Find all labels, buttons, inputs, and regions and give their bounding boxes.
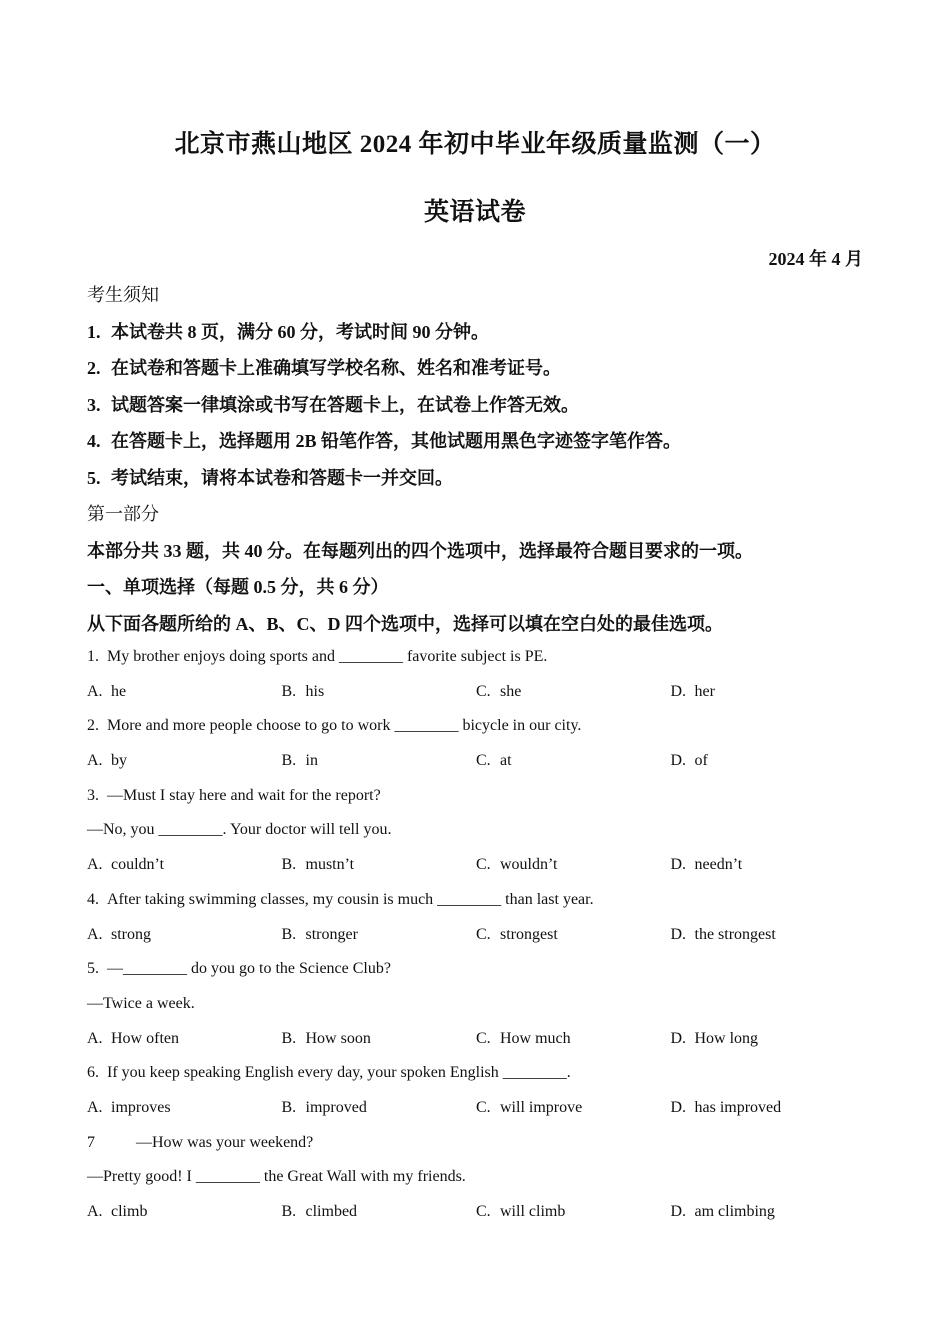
notice-item-number: 1.: [87, 321, 101, 342]
question-stem: [87, 889, 867, 924]
question-stem: [87, 958, 867, 993]
question-number: 7: [87, 1133, 95, 1151]
option-d: D. How long: [670, 1029, 759, 1047]
option-c: C. will improve: [476, 1098, 583, 1116]
options-row: [87, 681, 867, 716]
question-text: If you keep speaking English every day, your spoken English ________.: [107, 1064, 571, 1082]
option-b: B. improved: [281, 1098, 367, 1116]
section-title: 一、单项选择（每题 0.5 分，共 6 分）: [87, 577, 389, 597]
question-number: 2.: [87, 717, 99, 735]
question-number: 1.: [87, 648, 99, 665]
question-number: 6.: [87, 1064, 99, 1082]
question-text: After taking swimming classes, my cousin is much ________ than last year.: [107, 890, 594, 908]
option-a: A. strong: [87, 925, 151, 943]
option-a: A. couldn’t: [87, 856, 165, 874]
notice-item: [87, 429, 867, 466]
notice-item-text: 在试卷和答题卡上准确填写学校名称、姓名和准考证号。: [111, 358, 561, 378]
notice-item-number: 3.: [87, 394, 101, 415]
question-stem: [87, 646, 867, 681]
question-text: —How was your weekend?: [136, 1133, 314, 1151]
notice-item-text: 试题答案一律填涂或书写在答题卡上，在试卷上作答无效。: [111, 394, 579, 415]
exam-subtitle: 英语试卷: [423, 199, 526, 226]
question-stem: [87, 1062, 867, 1097]
question-list: [87, 646, 867, 1236]
option-d: D. has improved: [670, 1098, 782, 1116]
question-text: —Must I stay here and wait for the report?: [107, 786, 381, 804]
option-b: B. stronger: [281, 925, 358, 943]
option-a: A. by: [87, 752, 127, 770]
option-d: D. needn’t: [670, 856, 743, 874]
option-c: C. will climb: [476, 1203, 566, 1220]
option-c: C. wouldn’t: [476, 856, 558, 874]
part-description: 本部分共 33 题，共 40 分。在每题列出的四个选项中，选择最符合题目要求的一项。: [87, 540, 753, 561]
option-b: B. mustn’t: [281, 856, 355, 874]
option-b: B. How soon: [281, 1029, 371, 1047]
question-reply: —No, you ________. Your doctor will tell you.: [87, 821, 392, 839]
question-stem: [87, 785, 867, 820]
option-d: D. am climbing: [670, 1203, 775, 1220]
option-a: A. he: [87, 682, 127, 700]
notice-item-number: 4.: [87, 431, 101, 451]
notice-item-number: 2.: [87, 358, 101, 378]
notice-heading: 考生须知: [87, 285, 159, 305]
option-c: C. strongest: [476, 925, 558, 943]
notice-item-text: 在答题卡上，选择题用 2B 铅笔作答，其他试题用黑色字迹签字笔作答。: [111, 431, 682, 451]
notice-item: [87, 320, 867, 357]
notice-item: [87, 466, 867, 503]
option-d: D. her: [670, 682, 715, 700]
notice-item: [87, 393, 867, 430]
question-reply: —Pretty good! I ________ the Great Wall with my friends.: [87, 1168, 466, 1186]
option-a: A. How often: [87, 1029, 179, 1047]
option-c: C. she: [476, 682, 522, 700]
option-b: B. in: [281, 752, 318, 770]
question-stem: [87, 1132, 867, 1167]
option-d: D. of: [670, 752, 708, 770]
options-row: [87, 1028, 867, 1063]
option-a: A. improves: [87, 1098, 171, 1116]
options-row: [87, 750, 867, 785]
question-number: 3.: [87, 786, 99, 804]
section-instruction: 从下面各题所给的 A、B、C、D 四个选项中，选择可以填在空白处的最佳选项。: [87, 613, 723, 634]
part-heading: 第一部分: [87, 504, 159, 524]
question-number: 4.: [87, 890, 99, 908]
question-number: 5.: [87, 960, 99, 978]
question-text: My brother enjoys doing sports and ________ favorite subject is PE.: [107, 648, 548, 665]
options-row: [87, 924, 867, 959]
exam-date: 2024 年 4 月: [768, 249, 863, 269]
option-a: A. climb: [87, 1203, 148, 1220]
options-row: [87, 1097, 867, 1132]
notice-item-text: 本试卷共 8 页，满分 60 分，考试时间 90 分钟。: [111, 321, 489, 342]
option-b: B. climbed: [281, 1203, 358, 1220]
notice-item: [87, 356, 867, 393]
notice-section: [87, 283, 867, 648]
options-row: [87, 854, 867, 889]
option-d: D. the strongest: [670, 925, 776, 943]
notice-item-number: 5.: [87, 467, 101, 488]
notice-item-text: 考试结束，请将本试卷和答题卡一并交回。: [111, 467, 453, 488]
question-text: More and more people choose to go to work ________ bicycle in our city.: [107, 717, 582, 735]
option-b: B. his: [281, 682, 325, 700]
option-c: C. at: [476, 752, 512, 770]
option-c: C. How much: [476, 1029, 571, 1047]
question-reply: —Twice a week.: [87, 994, 195, 1012]
question-stem: [87, 715, 867, 750]
options-row: [87, 1201, 867, 1236]
question-text: —________ do you go to the Science Club?: [107, 960, 391, 978]
exam-title: 北京市燕山地区 2024 年初中毕业年级质量监测（一）: [174, 131, 776, 158]
